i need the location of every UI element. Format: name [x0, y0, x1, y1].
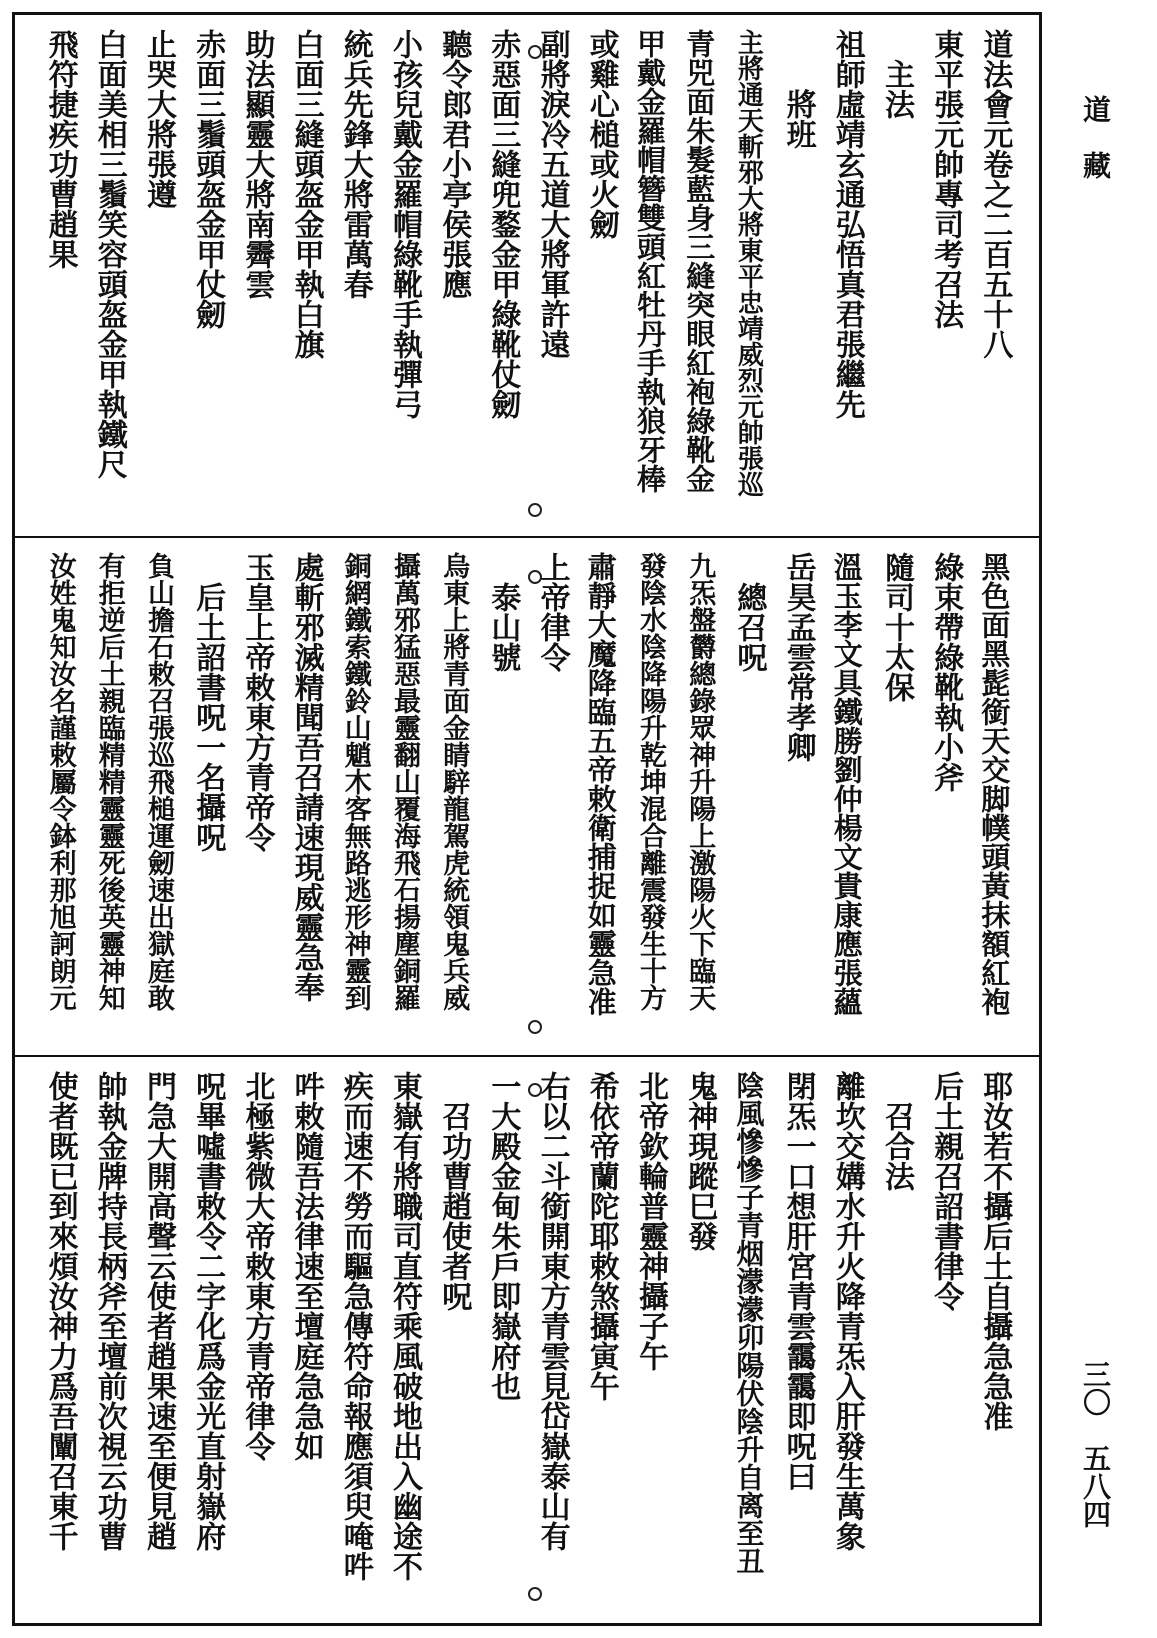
text-column: 召功曹趙使者呪 — [436, 1071, 472, 1311]
text-column: 召合法 — [879, 1071, 914, 1191]
text-column: 助法顯靈大將南霽雲 — [239, 29, 275, 299]
text-column: 祖師虛靖玄通弘悟真君張繼先 — [829, 29, 865, 419]
text-column: 北帝欽輪普靈神攝子午 — [633, 1071, 668, 1371]
text-column: 聽令郎君小亭侯張應 — [436, 29, 472, 299]
text-column: 肅靜大魔降臨五帝敕衛捕捉如靈急准 — [583, 552, 618, 1016]
text-frame — [12, 12, 1042, 1626]
text-column: 隨司十太保 — [879, 552, 914, 702]
text-column: 汝姓鬼知汝名謹敕屬令鉢利那旭訶朗元 — [44, 552, 76, 1011]
text-column: 白面三縫頭盔金甲執白旗 — [288, 29, 324, 359]
margin-page-number: 三〇 五八四 — [1079, 1360, 1112, 1528]
binding-hole-mark — [528, 570, 542, 584]
text-column: 一大殿金甸朱戶即嶽府也 — [485, 1071, 521, 1401]
text-column: 綠束帶綠靴執小斧 — [928, 552, 964, 792]
margin-top-label: 道 藏 — [1079, 95, 1112, 179]
text-column: 希依帝蘭陀耶敕煞攝寅午 — [583, 1071, 619, 1401]
register-middle — [15, 538, 1039, 1055]
text-column: 岳昊孟雲常孝卿 — [780, 552, 816, 762]
text-column: 將班 — [780, 29, 816, 149]
text-column: 攝萬邪猛惡最靈翻山覆海飛石揚塵銅羅 — [389, 552, 420, 1011]
register-top — [15, 15, 1039, 536]
text-column: 玉皇上帝敕東方青帝令 — [239, 552, 275, 852]
text-column: 烏東上將青面金睛騂龍駕虎統領鬼兵威 — [438, 552, 470, 1011]
text-column: 處斬邪滅精聞吾召請速現威靈急奉 — [288, 552, 324, 1002]
text-column: 疾而速不勞而驅急傳符命報應須臾唵吽 — [337, 1071, 373, 1581]
text-column: 赤面三鬚頭盔金甲仗劒 — [190, 29, 226, 329]
text-column: 離坎交媾水升火降青炁入肝發生萬象 — [829, 1071, 865, 1551]
text-column: 或雞心槌或火劒 — [583, 29, 619, 239]
binding-hole-mark — [528, 503, 542, 517]
text-column: 鬼神現蹤巳發 — [682, 1071, 718, 1251]
text-column: 副將淚冷五道大將軍許遠 — [534, 29, 570, 359]
text-column: 陰風慘慘子青烟濛濛卯陽伏陰升自离至丑 — [732, 1071, 766, 1575]
binding-hole-mark — [528, 1083, 542, 1097]
binding-hole-mark — [528, 1587, 542, 1601]
register-bottom — [15, 1057, 1039, 1623]
text-column: 黑色面黑髭銜天交脚幞頭黃抹額紅袍 — [977, 552, 1012, 1016]
binding-hole-mark — [528, 45, 542, 59]
text-column: 銅網鐵索鐵鈴山魈木客無路逃形神靈到 — [339, 552, 371, 1011]
text-column: 右以二斗銜開東方青雲見岱嶽泰山有 — [534, 1071, 570, 1551]
text-column: 上帝律令 — [534, 552, 570, 672]
text-column: 溫玉李文具鐵勝劉仲楊文貴康應張蘊 — [829, 552, 864, 1016]
text-column: 耶汝若不攝后土自攝急急准 — [977, 1071, 1013, 1431]
text-column: 有拒逆后土親臨精精靈靈死後英靈神知 — [93, 552, 125, 1011]
text-column: 飛符捷疾功曹趙果 — [42, 29, 78, 269]
text-column: 泰山號 — [485, 552, 521, 672]
text-column: 白面美相三鬚笑容頭盔金甲執鐵尺 — [91, 29, 127, 479]
text-column: 吽敕隨吾法律速至壇庭急急如 — [288, 1071, 324, 1461]
text-column: 東嶽有將職司直符乘風破地出入幽途不 — [387, 1071, 422, 1581]
text-column: 東平張元帥專司考召法 — [928, 29, 964, 329]
text-column: 青兕面朱髮藍身三縫突眼紅袍綠靴金 — [682, 29, 717, 493]
text-column: 發陰水陰降陽升乾坤混合離震發生十方 — [635, 552, 666, 1011]
text-column: 主法 — [879, 29, 914, 119]
text-column: 九炁盤欝總錄眾神升陽上激陽火下臨天 — [684, 552, 716, 1011]
text-column: 負山擔石敕召張巡飛槌運劒速出獄庭敢 — [143, 552, 174, 1011]
text-column: 總召呪 — [731, 552, 767, 672]
text-column: 主將通天斬邪大將東平忠靖威烈元帥張巡 — [733, 29, 764, 497]
text-column: 北極紫微大帝敕東方青帝律令 — [239, 1071, 275, 1461]
text-column: 呪畢噓書敕令二字化爲金光直射嶽府 — [190, 1071, 226, 1551]
text-column: 統兵先鋒大將雷萬春 — [337, 29, 373, 299]
text-column: 后土親召詔書律令 — [928, 1071, 964, 1311]
text-column: 使者既已到來煩汝神力爲吾闡召東千 — [42, 1071, 78, 1551]
text-column: 后土詔書呪一名攝呪 — [190, 552, 226, 852]
binding-hole-mark — [528, 1020, 542, 1034]
text-column: 小孩兒戴金羅帽綠靴手執彈弓 — [387, 29, 422, 419]
text-column: 止哭大將張遵 — [141, 29, 176, 209]
text-column: 閉炁一口想肝宮青雲靄靄即呪曰 — [780, 1071, 816, 1491]
text-column: 門急大開高聲云使者趙果速至便見趙 — [141, 1071, 176, 1551]
text-column: 赤惡面三縫兜鍪金甲綠靴仗劒 — [485, 29, 521, 419]
text-column: 甲戴金羅帽簪雙頭紅牡丹手執狼牙棒 — [633, 29, 667, 493]
text-column: 帥執金牌持長柄斧至壇前次視云功曹 — [91, 1071, 127, 1551]
text-column: 道法會元卷之二百五十八 — [977, 29, 1013, 359]
